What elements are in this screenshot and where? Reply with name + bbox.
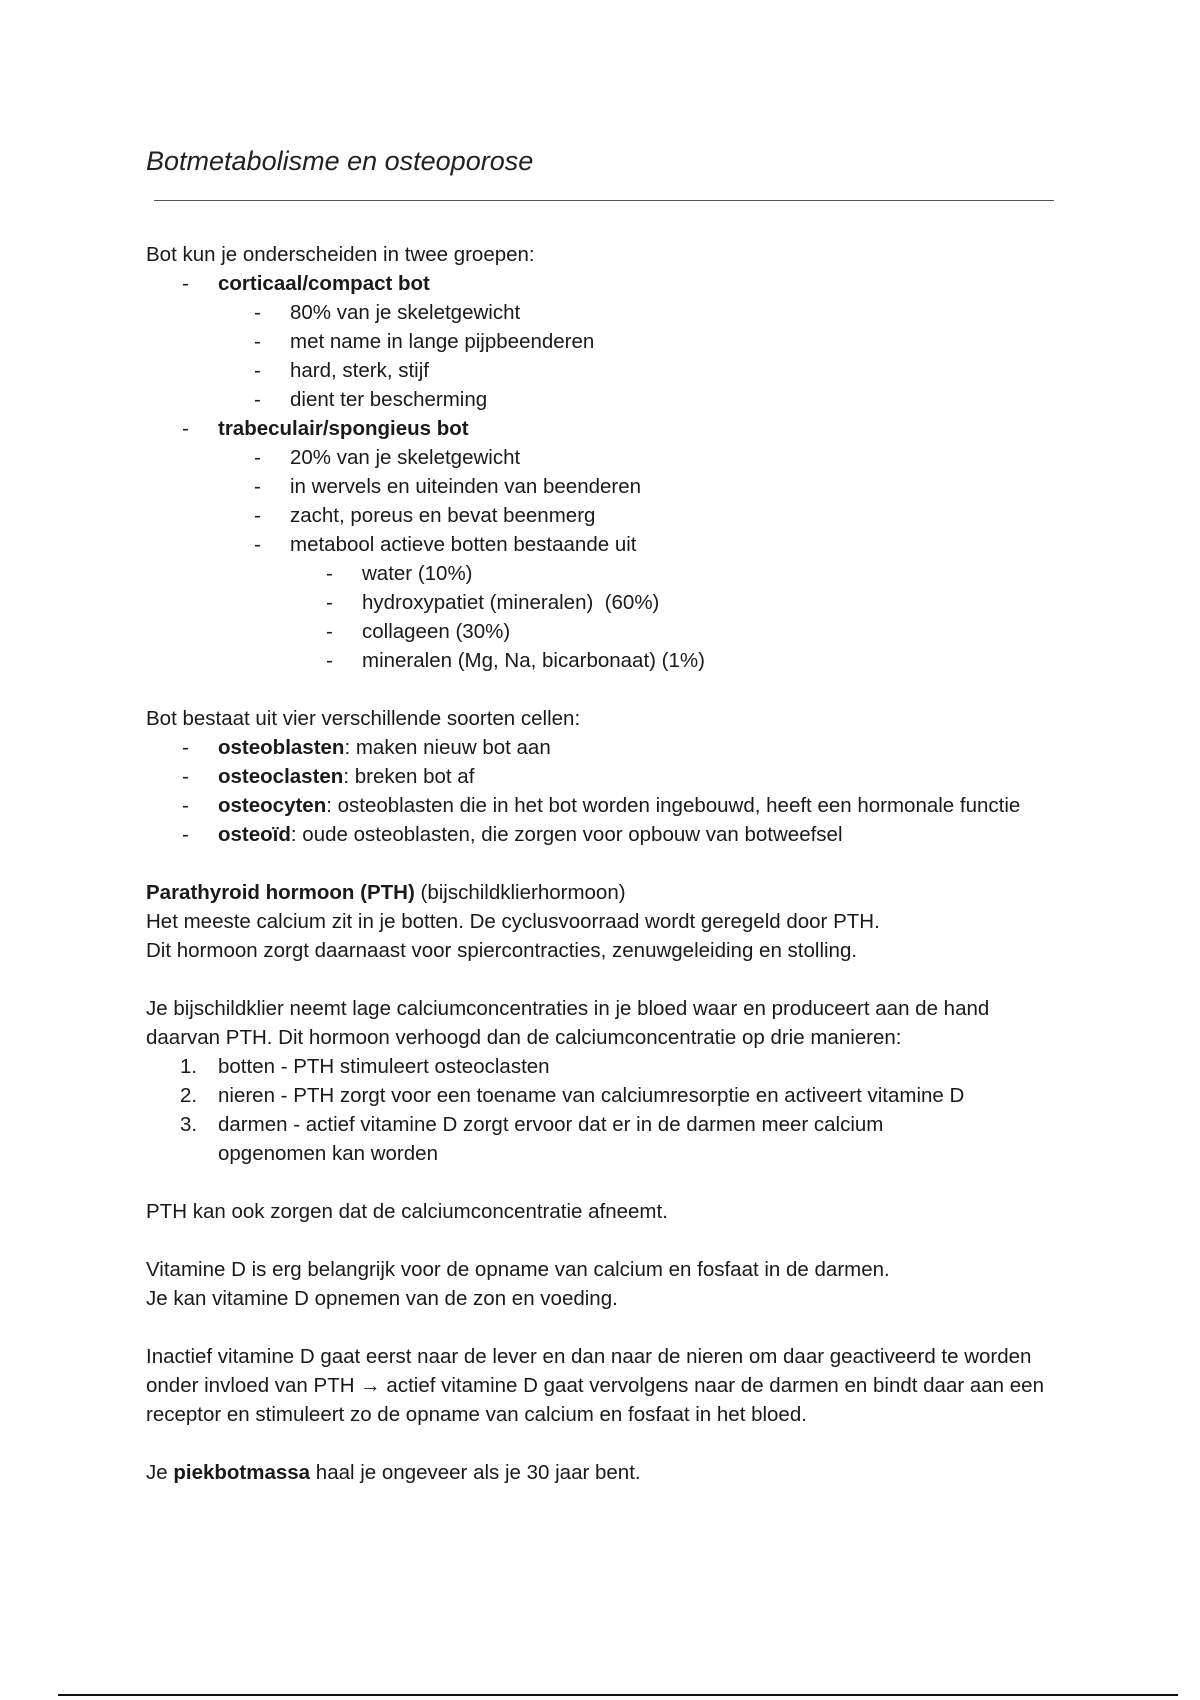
composition-item: - mineralen (Mg, Na, bicarbonaat) (1%) xyxy=(326,649,705,672)
list-item: - hard, sterk, stijf xyxy=(254,359,429,382)
pth-ways-list xyxy=(146,1052,1056,1168)
list-item: - zacht, poreus en bevat beenmerg xyxy=(254,504,596,527)
list-item: 3. darmen - actief vitamine D zorgt ervoor dat er in de darmen meer calcium opgenomen kan worden xyxy=(180,1113,884,1165)
bone-type-cortical: - corticaal/compact bot xyxy=(182,272,430,295)
list-item: 1. botten - PTH stimuleert osteoclasten xyxy=(180,1055,550,1078)
vitd-line-1: Vitamine D is erg belangrijk voor de opname van calcium en fosfaat in de darmen. xyxy=(146,1258,890,1281)
footer-divider xyxy=(58,1694,1178,1696)
list-item: - metabool actieve botten bestaande uit xyxy=(254,533,637,556)
cells-intro: Bot bestaat uit vier verschillende soorten cellen: xyxy=(146,707,581,730)
vitd-line-2: Je kan vitamine D opnemen van de zon en voeding. xyxy=(146,1287,618,1310)
document-body xyxy=(146,240,1056,1487)
list-item: - dient ter bescherming xyxy=(254,388,488,411)
cell-item: - osteoblasten: maken nieuw bot aan xyxy=(182,736,551,759)
vitd-paragraph: Inactief vitamine D gaat eerst naar de lever en dan naar de nieren om daar geactiveerd te worden onder invloed van PTH → actief vitamine D gaat vervolgens naar de darmen en bindt daar aan een receptor en stimuleert zo de opname van calcium en fosfaat in het bloed. xyxy=(146,1345,1044,1426)
composition-item: - water (10%) xyxy=(326,562,473,585)
pth-line-1: Het meeste calcium zit in je botten. De cyclusvoorraad wordt geregeld door PTH. xyxy=(146,910,880,933)
peak-bone-mass: Je piekbotmassa haal je ongeveer als je 30 jaar bent. xyxy=(146,1461,641,1484)
pth-heading: Parathyroid hormoon (PTH) (bijschildklierhormoon) xyxy=(146,881,626,904)
list-item: 2. nieren - PTH zorgt voor een toename van calciumresorptie en activeert vitamine D xyxy=(180,1084,965,1107)
list-item: - 20% van je skeletgewicht xyxy=(254,446,521,469)
list-item: - 80% van je skeletgewicht xyxy=(254,301,521,324)
cell-item: - osteoïd: oude osteoblasten, die zorgen voor opbouw van botweefsel xyxy=(182,823,843,846)
pth-paragraph: Je bijschildklier neemt lage calciumconcentraties in je bloed waar en produceert aan de hand daarvan PTH. Dit hormoon verhoogd dan de calciumconcentratie op drie manieren: xyxy=(146,997,990,1049)
composition-item: - collageen (30%) xyxy=(326,620,511,643)
pth-decrease: PTH kan ook zorgen dat de calciumconcentratie afneemt. xyxy=(146,1200,668,1223)
composition-item: - hydroxypatiet (mineralen) (60%) xyxy=(326,591,660,614)
list-item: - in wervels en uiteinden van beenderen xyxy=(254,475,642,498)
intro-groups: Bot kun je onderscheiden in twee groepen: xyxy=(146,243,535,266)
cells-list xyxy=(146,733,1056,849)
page-title: Botmetabolisme en osteoporose xyxy=(146,146,534,176)
bone-type-trabecular: - trabeculair/spongieus bot xyxy=(182,417,469,440)
list-item: - met name in lange pijpbeenderen xyxy=(254,330,595,353)
bone-types-list xyxy=(146,269,1056,675)
cell-item: - osteoclasten: breken bot af xyxy=(182,765,475,788)
title-divider xyxy=(154,200,1054,201)
pth-line-2: Dit hormoon zorgt daarnaast voor spiercontracties, zenuwgeleiding en stolling. xyxy=(146,939,858,962)
cell-item: - osteocyten: osteoblasten die in het bot worden ingebouwd, heeft een hormonale functie xyxy=(182,794,1021,817)
